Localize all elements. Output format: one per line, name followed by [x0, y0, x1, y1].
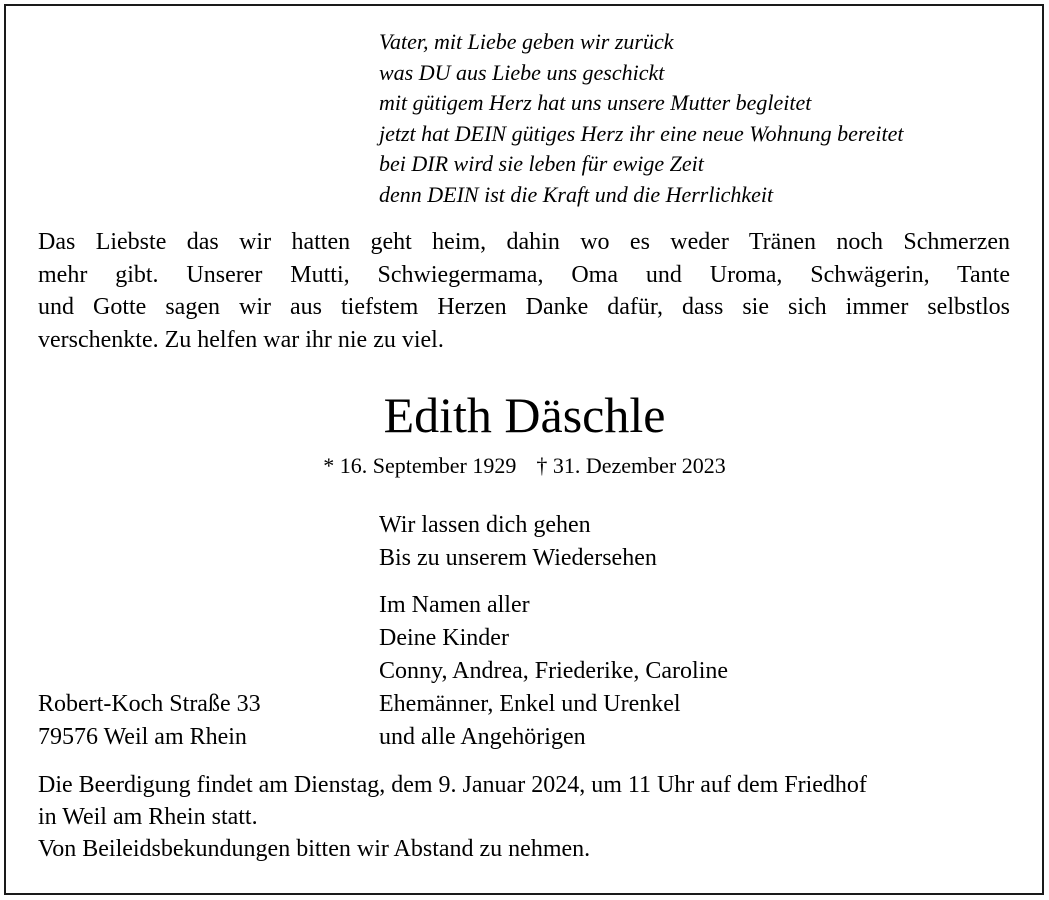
signature-line: Deine Kinder [379, 625, 509, 651]
intro-line: verschenkte. Zu helfen war ihr nie zu viel. [38, 326, 444, 353]
memorial-poem [379, 27, 903, 210]
poem-line: jetzt hat DEIN gütiges Herz ihr eine neue Wohnung bereitet [379, 120, 904, 146]
signature-line: Conny, Andrea, Friederike, Caroline [379, 658, 729, 684]
address-city: 79576 Weil am Rhein [38, 724, 247, 750]
poem-line: bei DIR wird sie leben für ewige Zeit [379, 151, 704, 176]
signature-line: Im Namen aller [379, 592, 530, 618]
deceased-name: Edith Däschle [383, 387, 666, 443]
poem-line: mit gütigem Herz hat uns unsere Mutter begleitet [379, 90, 812, 115]
intro-line: mehr gibt. Unserer Mutti, Schwiegermama, Oma und Uroma, Schwägerin, Tante [38, 261, 1010, 288]
funeral-line: Die Beerdigung findet am Dienstag, dem 9. Januar 2024, um 11 Uhr auf dem Friedhof [38, 772, 867, 798]
farewell-line: Bis zu unserem Wiedersehen [379, 545, 657, 571]
life-dates [0, 452, 1049, 480]
farewell-verse [379, 509, 657, 575]
family-address [38, 688, 261, 754]
mourners-signature [379, 589, 728, 754]
poem-line: Vater, mit Liebe geben wir zurück [379, 29, 674, 54]
signature-line: Ehemänner, Enkel und Urenkel [379, 691, 681, 717]
death-date: † 31. Dezember 2023 [536, 453, 726, 478]
birth-date: * 16. September 1929 [323, 453, 517, 478]
signature-line: und alle Angehörigen [379, 724, 586, 750]
poem-line: denn DEIN ist die Kraft und die Herrlichkeit [379, 181, 774, 207]
intro-line: Das Liebste das wir hatten geht heim, dahin wo es weder Tränen noch Schmerzen [38, 229, 1010, 255]
funeral-notice [38, 769, 867, 865]
farewell-line: Wir lassen dich gehen [379, 512, 591, 538]
address-street: Robert-Koch Straße 33 [38, 691, 261, 717]
funeral-line: Von Beileidsbekundungen bitten wir Abstand zu nehmen. [38, 836, 591, 862]
intro-paragraph [38, 226, 1010, 356]
intro-line: und Gotte sagen wir aus tiefstem Herzen Danke dafür, dass sie sich immer selbstlos [38, 294, 1010, 320]
funeral-line: in Weil am Rhein statt. [38, 804, 258, 830]
poem-line: was DU aus Liebe uns geschickt [379, 59, 665, 85]
